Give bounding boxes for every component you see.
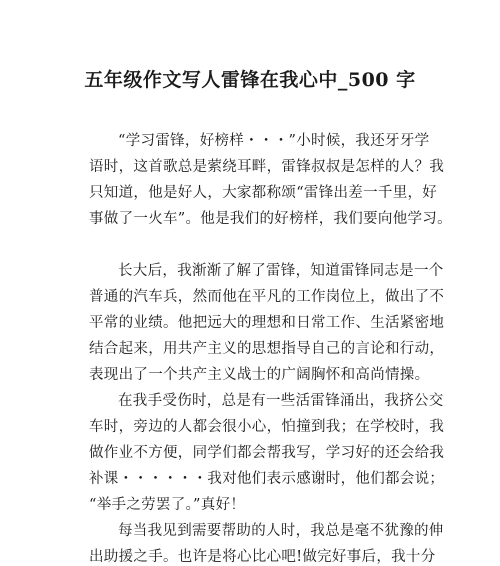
paragraph-line: 平常的业绩。他把远大的理想和日常工作、生活紧密地 xyxy=(89,315,445,331)
document-title: 五年级作文写人雷锋在我心中_500 字 xyxy=(84,69,416,91)
paragraph-line: 语时，这首歌总是萦绕耳畔，雷锋叔叔是怎样的人？我 xyxy=(89,159,445,175)
paragraph-line: 每当我见到需要帮助的人时，我总是毫不犹豫的伸 xyxy=(118,523,444,539)
paragraph-2 xyxy=(89,258,445,388)
paragraph-line: 在我手受伤时，总是有一些活雷锋涌出，我挤公交 xyxy=(118,393,444,409)
paragraph-1 xyxy=(89,128,452,232)
paragraph-line: “学习雷锋，好榜样・・・”小时候，我还牙牙学 xyxy=(118,133,430,149)
paragraph-line: 长大后，我渐渐了解了雷锋，知道雷锋同志是一个 xyxy=(118,263,444,279)
paragraph-4 xyxy=(89,518,444,566)
paragraph-line: 车时，旁边的人都会很小心，怕撞到我；在学校时，我 xyxy=(89,419,445,435)
paragraph-line: 出助援之手。也许是将心比心吧!做完好事后，我十分 xyxy=(89,549,436,565)
paragraph-line: 补课・・・・・・我对他们表示感谢时，他们都会说； xyxy=(89,471,445,487)
paragraph-line: 表现出了一个共产主义战士的广阔胸怀和高尚情操。 xyxy=(89,367,430,383)
paragraph-line: “举手之劳罢了。”真好！ xyxy=(89,497,246,513)
paragraph-line: 只知道，他是好人，大家都称颂“雷锋出差一千里，好 xyxy=(89,185,438,201)
paragraph-3 xyxy=(89,388,445,518)
paragraph-line: 事做了一火车”。他是我们的好榜样，我们要向他学习。 xyxy=(89,211,452,227)
paragraph-line: 结合起来，用共产主义的思想指导自己的言论和行动， xyxy=(89,341,445,357)
paragraph-line: 普通的汽车兵，然而他在平凡的工作岗位上，做出了不 xyxy=(89,289,445,305)
paragraph-line: 做作业不方便，同学们都会帮我写，学习好的还会给我 xyxy=(89,445,445,461)
